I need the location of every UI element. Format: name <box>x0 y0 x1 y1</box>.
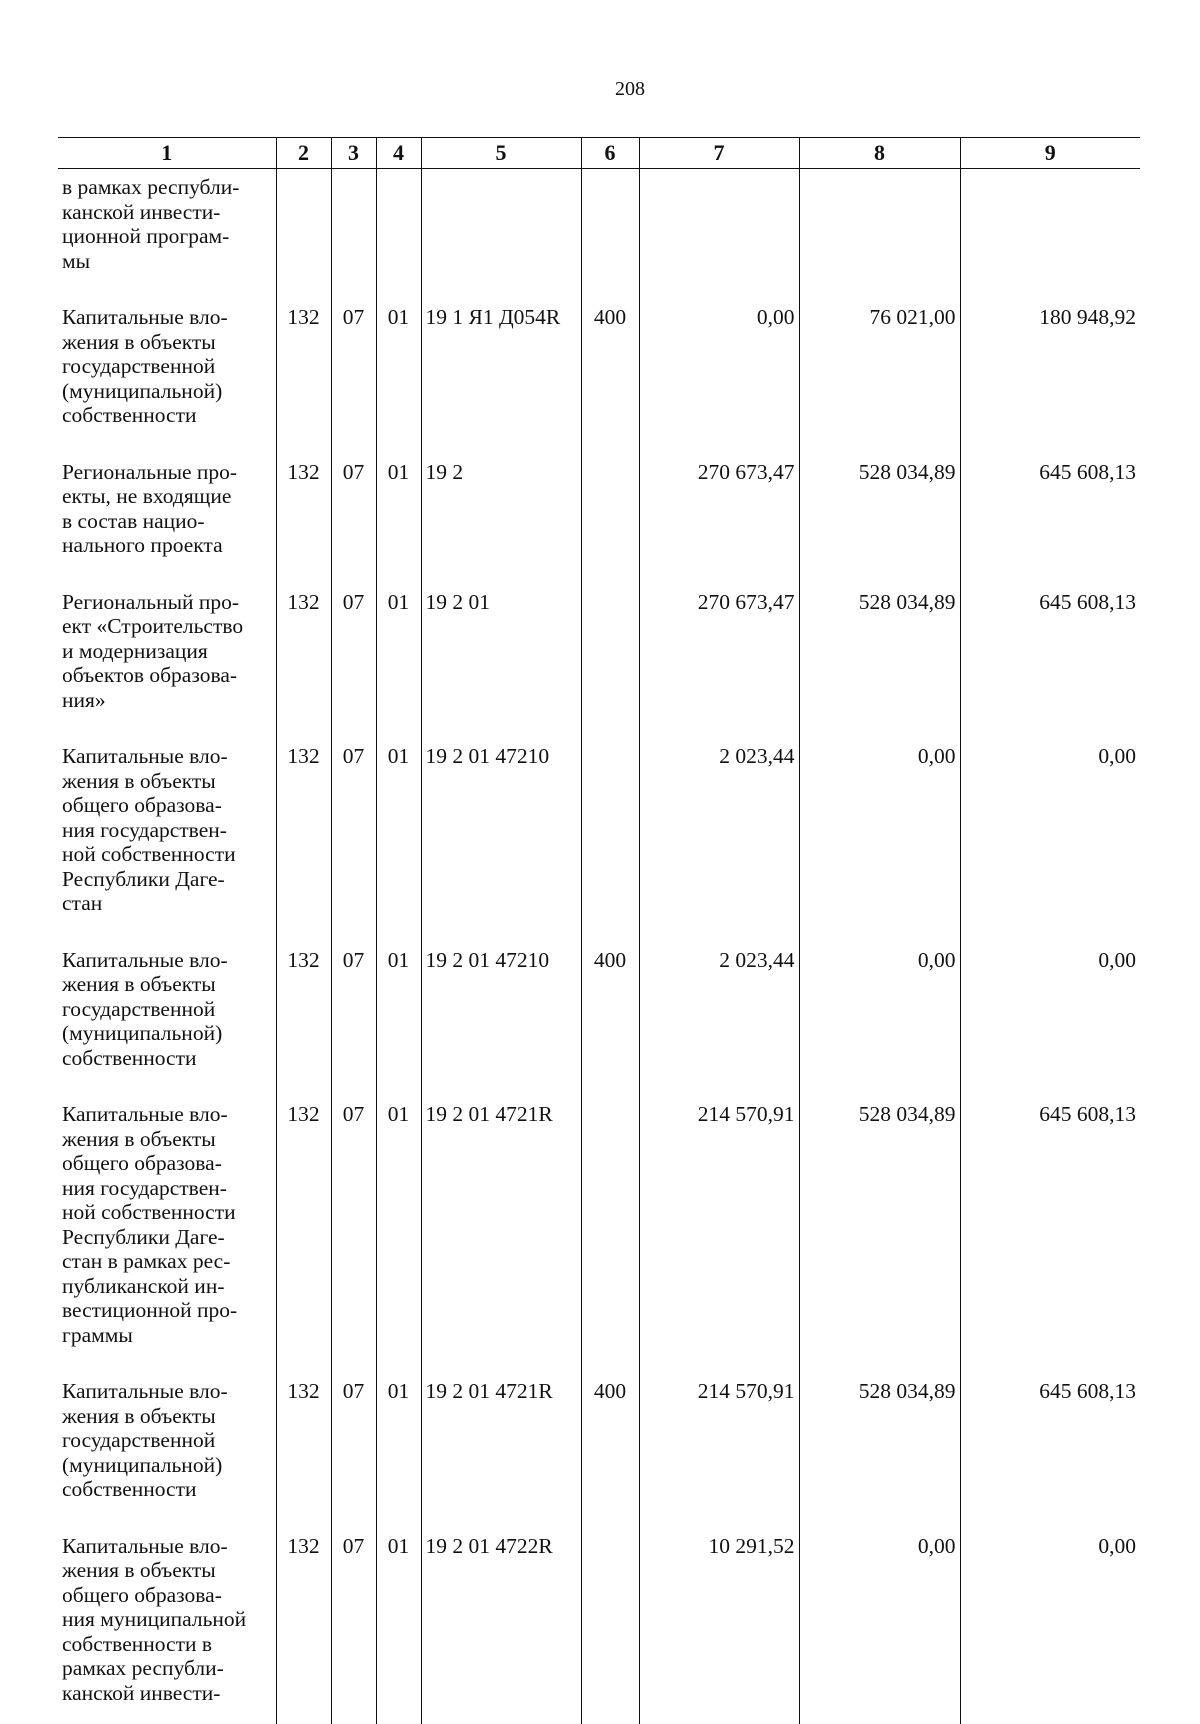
section-code-cell: 07 <box>331 734 376 938</box>
column-header-5: 5 <box>421 138 581 169</box>
row-name-cell: Капитальные вло- жения в объекты общего образова- ния государствен- ной собственности Республики Даге- стан <box>62 744 236 915</box>
expense-type-cell: 400 <box>581 938 639 1093</box>
target-article-cell: 19 2 01 4721R <box>421 1092 581 1369</box>
subsection-code-cell: 01 <box>376 1092 421 1369</box>
grbs-code-cell: 132 <box>276 1369 331 1524</box>
column-header-3: 3 <box>331 138 376 169</box>
section-code-cell <box>331 169 376 296</box>
table-row <box>58 1524 1140 1724</box>
table-row <box>58 1092 1140 1369</box>
subsection-code-cell: 01 <box>376 938 421 1093</box>
section-code-cell: 07 <box>331 1092 376 1369</box>
table-row <box>58 734 1140 938</box>
section-code-cell: 07 <box>331 1524 376 1724</box>
section-code-cell: 07 <box>331 580 376 735</box>
target-article-cell: 19 2 01 <box>421 580 581 735</box>
row-name-cell: Капитальные вло- жения в объекты государственной (муниципальной) собственности <box>62 1379 228 1501</box>
column-header-9: 9 <box>960 138 1140 169</box>
amount-year1-cell: 270 673,47 <box>639 580 799 735</box>
amount-year3-cell: 180 948,92 <box>960 295 1140 450</box>
expense-type-cell <box>581 169 639 296</box>
expense-type-cell <box>581 450 639 580</box>
row-name-cell: Региональный про- ект «Строительство и модернизация объектов образова- ния» <box>62 589 244 712</box>
subsection-code-cell <box>376 169 421 296</box>
table-row <box>58 938 1140 1093</box>
target-article-cell: 19 2 <box>421 450 581 580</box>
amount-year3-cell: 0,00 <box>960 1524 1140 1724</box>
amount-year1-cell: 10 291,52 <box>639 1524 799 1724</box>
amount-year2-cell: 528 034,89 <box>799 450 960 580</box>
row-name-cell: Капитальные вло- жения в объекты общего образова- ния муниципальной собственности в рамках республи- канской инвести- <box>62 1533 247 1705</box>
grbs-code-cell: 132 <box>276 938 331 1093</box>
amount-year2-cell: 528 034,89 <box>799 1369 960 1524</box>
expense-type-cell: 400 <box>581 295 639 450</box>
amount-year1-cell: 270 673,47 <box>639 450 799 580</box>
amount-year1-cell: 214 570,91 <box>639 1369 799 1524</box>
section-code-cell: 07 <box>331 295 376 450</box>
row-name-cell: Капитальные вло- жения в объекты государственной (муниципальной) собственности <box>62 947 228 1070</box>
amount-year1-cell: 0,00 <box>639 295 799 450</box>
grbs-code-cell: 132 <box>276 295 331 450</box>
amount-year1-cell: 214 570,91 <box>639 1092 799 1369</box>
expense-type-cell <box>581 734 639 938</box>
grbs-code-cell: 132 <box>276 1092 331 1369</box>
table-header-row <box>58 138 1140 169</box>
target-article-cell: 19 2 01 47210 <box>421 734 581 938</box>
subsection-code-cell: 01 <box>376 1524 421 1724</box>
subsection-code-cell: 01 <box>376 450 421 580</box>
amount-year3-cell: 645 608,13 <box>960 1092 1140 1369</box>
expense-type-cell <box>581 1524 639 1724</box>
amount-year3-cell: 0,00 <box>960 938 1140 1093</box>
column-header-1: 1 <box>58 138 276 169</box>
column-header-7: 7 <box>639 138 799 169</box>
target-article-cell: 19 2 01 4722R <box>421 1524 581 1724</box>
amount-year2-cell: 528 034,89 <box>799 1092 960 1369</box>
expense-type-cell <box>581 1092 639 1369</box>
amount-year1-cell <box>639 169 799 296</box>
section-code-cell: 07 <box>331 1369 376 1524</box>
subsection-code-cell: 01 <box>376 295 421 450</box>
row-name-cell: Капитальные вло- жения в объекты государственной (муниципальной) собственности <box>62 305 228 427</box>
subsection-code-cell: 01 <box>376 734 421 938</box>
amount-year3-cell <box>960 169 1140 296</box>
amount-year2-cell <box>799 169 960 296</box>
grbs-code-cell: 132 <box>276 450 331 580</box>
row-name-cell: в рамках республи- канской инвести- ционной програм- мы <box>62 175 240 273</box>
expense-type-cell: 400 <box>581 1369 639 1524</box>
amount-year3-cell: 0,00 <box>960 734 1140 938</box>
subsection-code-cell: 01 <box>376 580 421 735</box>
amount-year3-cell: 645 608,13 <box>960 450 1140 580</box>
subsection-code-cell: 01 <box>376 1369 421 1524</box>
grbs-code-cell <box>276 169 331 296</box>
column-header-4: 4 <box>376 138 421 169</box>
amount-year1-cell: 2 023,44 <box>639 938 799 1093</box>
target-article-cell <box>421 169 581 296</box>
table-row <box>58 169 1140 296</box>
amount-year2-cell: 0,00 <box>799 734 960 938</box>
page-number: 208 <box>615 78 645 100</box>
grbs-code-cell: 132 <box>276 580 331 735</box>
row-name-cell: Капитальные вло- жения в объекты общего образова- ния государствен- ной собственности Республики Даге- стан в рамках рес- публиканской ин- вестиционной про- граммы <box>62 1102 238 1347</box>
table-row <box>58 580 1140 735</box>
section-code-cell: 07 <box>331 450 376 580</box>
target-article-cell: 19 1 Я1 Д054R <box>421 295 581 450</box>
column-header-8: 8 <box>799 138 960 169</box>
grbs-code-cell: 132 <box>276 734 331 938</box>
target-article-cell: 19 2 01 47210 <box>421 938 581 1093</box>
amount-year3-cell: 645 608,13 <box>960 1369 1140 1524</box>
amount-year2-cell: 76 021,00 <box>799 295 960 450</box>
amount-year2-cell: 528 034,89 <box>799 580 960 735</box>
amount-year1-cell: 2 023,44 <box>639 734 799 938</box>
budget-table <box>58 137 1140 1724</box>
row-name-cell: Региональные про- екты, не входящие в состав нацио- нального проекта <box>62 459 238 557</box>
amount-year3-cell: 645 608,13 <box>960 580 1140 735</box>
column-header-6: 6 <box>581 138 639 169</box>
amount-year2-cell: 0,00 <box>799 1524 960 1724</box>
target-article-cell: 19 2 01 4721R <box>421 1369 581 1524</box>
table-row <box>58 1369 1140 1524</box>
table-row <box>58 295 1140 450</box>
expense-type-cell <box>581 580 639 735</box>
grbs-code-cell: 132 <box>276 1524 331 1724</box>
table-row <box>58 450 1140 580</box>
amount-year2-cell: 0,00 <box>799 938 960 1093</box>
column-header-2: 2 <box>276 138 331 169</box>
section-code-cell: 07 <box>331 938 376 1093</box>
